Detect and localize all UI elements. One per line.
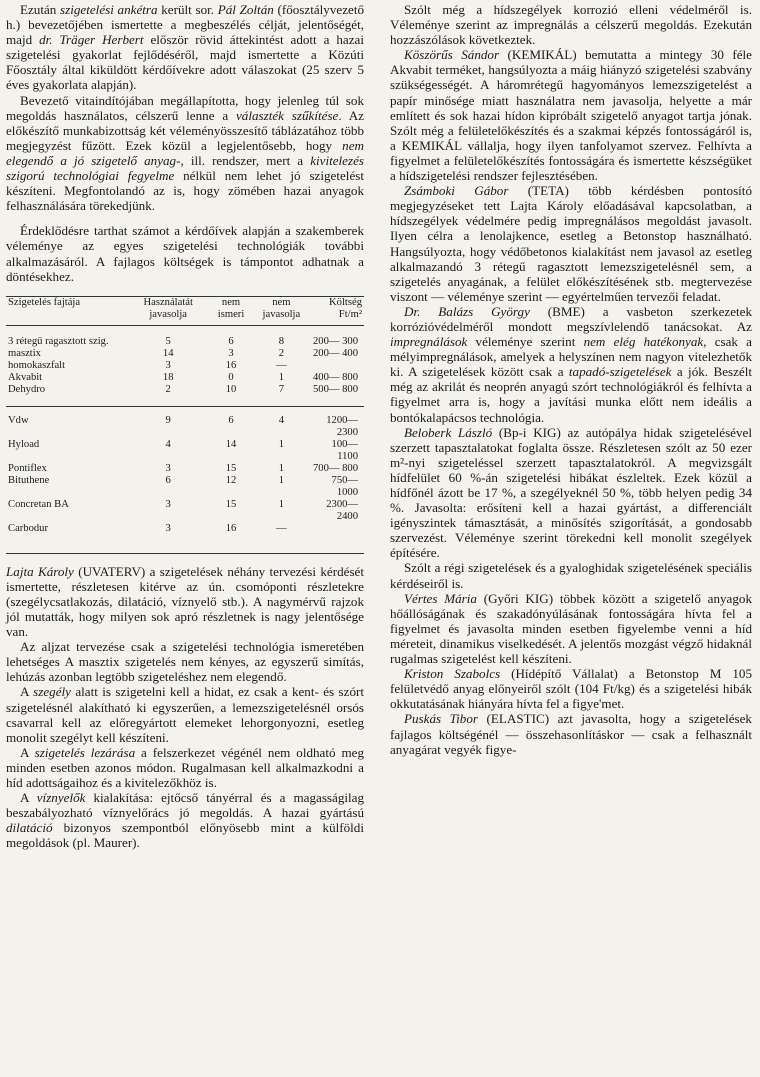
paragraph-beloberk: Beloberk László (Bp-i KIG) az autópálya hidak szigetelésével szerzett tapasztalatokat foglalta össze. Részletesen szólt az 50 ezer m²-nyi szigeteléssel szerzett tapasztalatokról. A megvizsgált hídfelület 60 %-án szigetelési hibákat észleltek. Ezek közül a hídfőnél ázott be 17 %, a szegélyeknél 50 %, több helyen pedig 34 %. Javasolta: erősíteni kell a hazai gyártást, a differenciált igényszintek támasztását, a minősítés szigorítását, a gondosabb szervezést. Véleménye szerint törekedni kell monolit szegélyek építésére.	[390, 424, 752, 561]
col-header-fajta: Szigetelés fajtája	[8, 296, 81, 308]
table-cell-name: Vdw	[8, 414, 29, 426]
table-cell-c: 2	[278, 347, 285, 359]
person-name: Köszörűs Sándor	[404, 47, 500, 63]
table-cell-c: 1	[278, 462, 285, 474]
table-cell-c: 1	[278, 438, 285, 450]
right-column	[390, 2, 752, 757]
paragraph-hidszegelyek: Szólt még a hídszegélyek korrozió elleni védelméről is. Véleménye szerint az impregnálás a célszerű megoldás. Ezekután hozzászólások következtek.	[390, 2, 752, 48]
table-cell-b: 14	[225, 438, 237, 450]
table-cell-c: 1	[278, 498, 285, 510]
paragraph-szegely: A szegély alatt is szigetelni kell a hidat, ez csak a kent- és szórt szigetelésnél alakítható ki egyszerűen, a lemezszigetelésnél orsós csavarral kell az előregyártott elemeket lehorgonyozni, esetleg monolit szegélyt kell készíteni.	[6, 684, 365, 745]
paragraph-lajta: Lajta Károly (UVATERV) a szigetelések néhány tervezési kérdését ismertette, részletesen kitérve az ún. csomóponti részletekre (szegélycsatlakozás, dilatáció, víznyelő stb.). A nagymérvű rajzok jól mutatták, hogy milyen sok apró részletnek is nagy jelentősége van.	[6, 563, 364, 640]
table-cell-b: 15	[225, 462, 237, 474]
table-cell-name: 3 rétegű ragasztott szig.	[8, 335, 109, 347]
table-cell-cost	[309, 360, 364, 372]
paragraph-kerdoivek: Érdeklődésre tarthat számot a kérdőívek alapján a szakemberek véleménye az egyes szigetelési technológiák további alkalmazásáról. A fajlagos költségek is támpontot adhatnak a döntésekhez.	[6, 223, 364, 284]
paragraph-vertes: Vértes Mária (Győri KIG) többek között a szigetelő anyagok hőállóságának és szakadónyúlásának fontosságára hívta fel a figyelmet és javasolta minden esetben figyelembe venni a híd méreteit, dinamikus viselkedését. A jelentős mozgást végző hidaknál rugalmas szigetelést kell készíteni.	[390, 590, 752, 667]
table-cell-b: 15	[225, 498, 237, 510]
paragraph-lezaras: A szigetelés lezárása a felszerkezet végénél nem oldható meg minden esetben azonos módon. Rugalmasan kell alkalmazkodni a híd adottságaihoz és a kivitelezőkhöz is.	[6, 744, 364, 790]
cost-table	[6, 296, 364, 554]
table-cell-name: Concretan BA	[8, 498, 69, 510]
col-header-javasolja: Használatát javasolja	[143, 296, 193, 320]
table-cell-b: 6	[228, 335, 234, 347]
table-cell-cost: 100—1100	[331, 438, 358, 462]
paragraph-koszorus: Köszörűs Sándor (KEMIKÁL) bemutatta a mintegy 30 féle Akvabit terméket, hangsúlyozta a máig hiányzó szigetelési szabvány szükségességét. A háromrétegű hagyományos lemezszigetelést a papír minősége miatt használatra nem javasolja, helyette a már említett és sok hazai hídon kipróbált szigetelő anyagot tartja jónak. Szólt még a felületelőkészítés és a szakmai képzés fontosságáról is, a KEMIKÁL vállalja, hogy ilyen tanfolyamot szervez. Felhívta a figyelmet a felületelőkészítés fontosságára és ismertette készségüket a hídszigetelési rendszer fejlesztésében.	[390, 47, 752, 184]
table-cell-cost: 200— 400	[312, 347, 358, 359]
person-name: Vértes Mária	[404, 590, 477, 606]
table-cell-cost: 700— 800	[312, 462, 358, 474]
table-cell-cost: 400— 800	[312, 371, 358, 383]
table-cell-name: Pontiflex	[8, 462, 47, 474]
table-cell-cost: 500— 800	[312, 383, 358, 395]
person-name: Zsámboki Gábor	[404, 183, 509, 199]
paragraph-regi-szigetelesek: Szólt a régi szigetelések és a gyaloghidak szigetelésének speciális kérdéseiről is.	[390, 560, 752, 591]
person-name: Puskás Tibor	[404, 711, 478, 727]
left-column	[6, 2, 364, 850]
paragraph-balazs: Dr. Balázs György (BME) a vasbeton szerkezetek korrózióvédelméről mondott megszívlelendő tanácsokat. Az impregnálások véleménye szerint nem elég hatékonyak, csak a mélyimpregnálások, amelyek a helyszínen nem nagyon vitelezhetők ki. A szigetelések között csak a tapadó-szigetelések a jók. Beszélt még az akrilát és neoprén anyagú szórt technológiákról és felhívta a figyelmet arra is, hogy a javítási munka előtt nem ideális a bontókalapácsos technológia.	[390, 303, 753, 425]
table-cell-a: 3	[165, 462, 171, 474]
table-cell-cost: 1200—2300	[326, 414, 358, 438]
person-name: Dr. Balázs György	[404, 303, 530, 319]
table-cell-b: 10	[225, 383, 237, 395]
paragraph-bevezeto: Bevezető vitaindítójában megállapította, hogy jelenleg túl sok megoldás használatos, célszerű lenne a választék szűkítése. Az előkészítő munkabizottság két véleményösszesítő táblázatához több megjegyzést fűzött. Ezek közül a legjelentősebb, hogy nem elegendő a jó szigetelő anyag-, ill. rendszer, mert a kivitelezés szigorú technológiai fegyelme nélkül nem lehet jó szigetelést készíteni. Megfontolandó az is, hogy zömében hazai anyagok felhasználására törekedjünk.	[6, 92, 365, 214]
col-header-koltseg: Költség Ft/m²	[329, 296, 362, 320]
table-row	[6, 360, 364, 372]
table-cell-a: 3	[165, 522, 171, 534]
person-name: Beloberk László	[404, 424, 493, 440]
table-cell-b: 6	[228, 414, 234, 426]
table-cell-a: 18	[162, 371, 174, 383]
table-cell-a: 9	[165, 414, 171, 426]
table-cell-name: Carbodur	[8, 522, 49, 534]
table-bottom-rule	[6, 545, 364, 554]
table-cell-c: 8	[278, 335, 285, 347]
table-cell-name: Dehydro	[8, 383, 46, 395]
table-group-1	[6, 325, 364, 406]
person-name: Kriston Szabolcs	[404, 666, 501, 682]
table-row	[6, 325, 364, 348]
table-cell-name: Bituthene	[8, 474, 50, 486]
table-cell-c: 1	[278, 474, 285, 486]
table-row	[6, 499, 364, 523]
table-cell-a: 3	[165, 359, 171, 371]
table-cell-a: 4	[165, 438, 171, 450]
paragraph-puskas: Puskás Tibor (ELASTIC) azt javasolta, hogy a szigetelések fajlagos költségénél — összehasonlításkor — csak a felhasznált anyagárat vegyék figye-	[390, 711, 752, 757]
table-row	[6, 406, 364, 439]
table-cell-name: Akvabit	[8, 371, 43, 383]
table-cell-c: —	[276, 359, 287, 371]
table-row	[6, 384, 364, 407]
table-cell-c: 7	[278, 383, 285, 395]
table-cell-name: Hyload	[8, 438, 40, 450]
paragraph-kriston: Kriston Szabolcs (Hídépítő Vállalat) a Betonstop M 105 felületvédő anyag előnyeiről szólt (104 Ft/kg) és a szigetelési hibák okkutatásának hiányára hívta fel a figye'met.	[390, 666, 752, 712]
table-cell-a: 5	[165, 335, 171, 347]
table-cell-cost	[309, 523, 364, 545]
table-cell-c: 4	[278, 414, 285, 426]
table-row	[6, 348, 364, 360]
table-group-2	[6, 406, 364, 545]
table-cell-cost: 2300—2400	[326, 498, 358, 522]
table-row	[6, 523, 364, 545]
table-cell-name: masztix	[8, 347, 41, 359]
table-cell-name: homokaszfalt	[8, 359, 66, 371]
table-cell-cost: 200— 300	[312, 335, 358, 347]
table-row	[6, 372, 364, 384]
table-cell-a: 6	[165, 474, 171, 486]
paragraph-viznyelok: A víznyelők kialakítása: ejtőcső tányérral és a magasságilag beszabályozható víznyelőrács jó megoldás. A hazai gyártású dilatáció bizonyos szempontból előnyösebb mint a külföldi megoldások (pl. Maurer).	[6, 790, 364, 851]
table-row	[6, 439, 364, 463]
table-cell-b: 3	[228, 347, 234, 359]
col-header-nem-ismeri: nem ismeri	[217, 296, 245, 320]
table-cell-a: 2	[165, 383, 171, 395]
table-cell-b: 12	[225, 474, 237, 486]
col-header-nem-javasolja: nem javasolja	[262, 296, 301, 320]
paragraph-ankete: Ezután szigetelési ankétra került sor. Pál Zoltán (főosztályvezető h.) bevezetőjében ismertette a megbeszélés célját, jelentőségét, majd dr. Träger Herbert először rövid áttekintést adott a hazai szigetelési gyakorlat fejlődéséről, majd ismertette a Közúti Főosztály által kiküldött kérdőívekre adott válaszokat (25 szerv 5 éves gyakorlata alapján).	[6, 2, 365, 93]
table-row	[6, 463, 364, 475]
table-cell-c: —	[276, 522, 287, 534]
table-header-row	[6, 296, 364, 325]
table-cell-a: 3	[165, 498, 171, 510]
table-cell-cost: 750—1000	[331, 474, 358, 498]
paragraph-aljzat: Az aljzat tervezése csak a szigetelési technológia ismeretében lehetséges A masztix szigetelés nem kényes, az egyszerű simítás, lehúzás azonban legtöbb szigeteléshez nem elegendő.	[6, 639, 364, 685]
table-cell-a: 14	[162, 347, 174, 359]
table-cell-b: 16	[225, 359, 237, 371]
table-cell-c: 1	[278, 371, 285, 383]
table-cell-b: 0	[228, 371, 234, 383]
paragraph-zsamboki: Zsámboki Gábor (TETA) több kérdésben pontosító megjegyzéseket tett Lajta Károly előadásával kapcsolatban, a hídszegélyek védelmére pedig impregnálásos megoldást javasolt. Ilyen célra a lenolajkence, esetleg a Betonstop használható. Hangsúlyozta, hogy védőbetonos kialakítást nem javasol az esetleg alkalmazandó 3 rétegű ragasztott lemezszigetelésnél sem, a szigetelés anyagának, a felület előkészítésének stb. megtervezése viszont — véleménye szerint — egyértelműen tervezői feladat.	[390, 183, 752, 304]
table-cell-b: 16	[225, 522, 237, 534]
table-row	[6, 475, 364, 499]
person-name: Lajta Károly	[6, 563, 74, 579]
